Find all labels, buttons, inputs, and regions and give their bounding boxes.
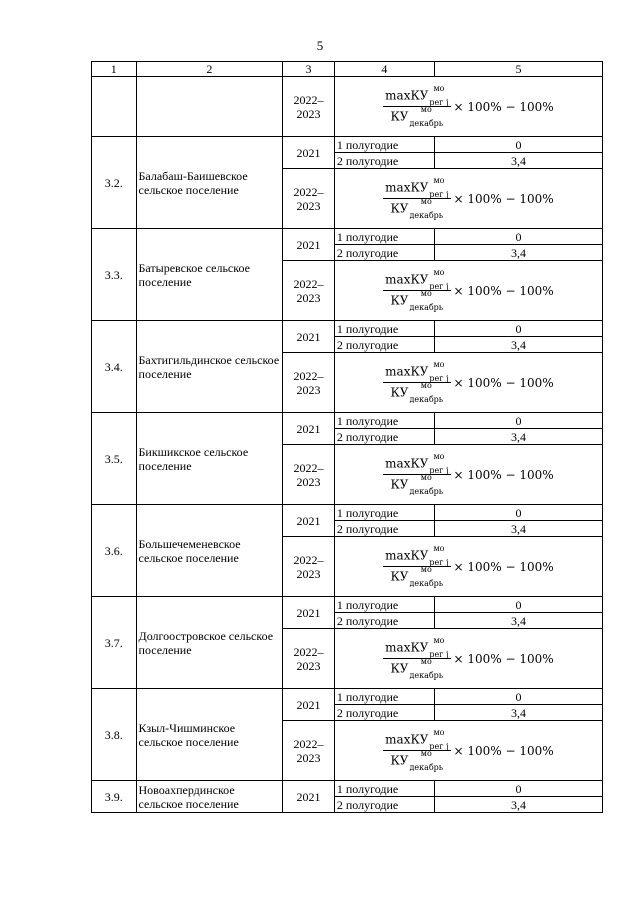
table-row bbox=[92, 137, 603, 153]
row-number: 3.8. bbox=[92, 689, 137, 781]
formula bbox=[383, 360, 554, 404]
formula-tail: × 100% − 100% bbox=[453, 283, 554, 298]
numerator-text: maxКУ bbox=[385, 88, 429, 103]
numerator-sup: мо bbox=[433, 636, 445, 645]
denominator-sub: декабрь bbox=[409, 395, 444, 404]
denominator-sub: декабрь bbox=[409, 763, 444, 772]
settlement-name: Кзыл-Чишминское сельское поселение bbox=[136, 689, 283, 781]
row-number: 3.5. bbox=[92, 413, 137, 505]
year-cell: 2021 bbox=[283, 137, 335, 169]
half-year-label: 2 полугодие bbox=[334, 245, 434, 261]
numerator-sup: мо bbox=[433, 360, 445, 369]
numerator-sub: рег j bbox=[429, 466, 449, 475]
formula-fraction bbox=[383, 544, 450, 588]
denominator-text: КУ bbox=[390, 569, 409, 584]
year-cell: 2021 bbox=[283, 413, 335, 445]
formula-tail: × 100% − 100% bbox=[453, 559, 554, 574]
numerator-indices bbox=[429, 544, 449, 567]
header-row bbox=[92, 62, 603, 77]
numerator-indices bbox=[429, 268, 449, 291]
formula-numerator bbox=[383, 452, 450, 475]
denominator-sup: мо bbox=[420, 565, 432, 574]
numerator-sub: рег j bbox=[429, 650, 449, 659]
half-year-value: 0 bbox=[435, 597, 603, 613]
settlement-name: Балабаш-Баишевское сельское поселение bbox=[136, 137, 283, 229]
numerator-sub: рег j bbox=[429, 98, 449, 107]
half-year-label: 1 полугодие bbox=[334, 137, 434, 153]
row-number: 3.6. bbox=[92, 505, 137, 597]
row-number: 3.3. bbox=[92, 229, 137, 321]
settlement-name: Бахтигильдинское сельское поселение bbox=[136, 321, 283, 413]
formula-denominator bbox=[388, 383, 445, 402]
formula-denominator bbox=[388, 291, 445, 310]
half-year-value: 3,4 bbox=[435, 153, 603, 169]
denominator-text: КУ bbox=[390, 109, 409, 124]
numerator-text: maxКУ bbox=[385, 732, 429, 747]
formula-numerator bbox=[383, 360, 450, 383]
half-year-value: 0 bbox=[435, 689, 603, 705]
half-year-label: 1 полугодие bbox=[334, 229, 434, 245]
formula-denominator bbox=[388, 107, 445, 126]
row-number: 3.9. bbox=[92, 781, 137, 813]
header-col-1: 1 bbox=[92, 62, 137, 77]
settlement-name bbox=[136, 77, 283, 137]
denominator-sub: декабрь bbox=[409, 303, 444, 312]
formula bbox=[383, 452, 554, 496]
denominator-text: КУ bbox=[390, 293, 409, 308]
table-row bbox=[92, 597, 603, 613]
formula-numerator bbox=[383, 636, 450, 659]
year-cell: 2021 bbox=[283, 321, 335, 353]
denominator-indices bbox=[409, 289, 444, 312]
formula-fraction bbox=[383, 360, 450, 404]
half-year-label: 2 полугодие bbox=[334, 337, 434, 353]
formula-cell bbox=[334, 353, 602, 413]
formula-cell bbox=[334, 629, 602, 689]
numerator-indices bbox=[429, 360, 449, 383]
half-year-value: 3,4 bbox=[435, 521, 603, 537]
numerator-sub: рег j bbox=[429, 558, 449, 567]
year-cell: 2022–2023 bbox=[283, 445, 335, 505]
formula-cell bbox=[334, 169, 602, 229]
table-row bbox=[92, 781, 603, 797]
half-year-label: 2 полугодие bbox=[334, 429, 434, 445]
numerator-sub: рег j bbox=[429, 742, 449, 751]
year-cell: 2021 bbox=[283, 689, 335, 721]
formula-tail: × 100% − 100% bbox=[453, 375, 554, 390]
formula-numerator bbox=[383, 544, 450, 567]
formula-cell bbox=[334, 537, 602, 597]
year-cell: 2022–2023 bbox=[283, 629, 335, 689]
numerator-text: maxКУ bbox=[385, 272, 429, 287]
half-year-value: 3,4 bbox=[435, 705, 603, 721]
numerator-indices bbox=[429, 728, 449, 751]
half-year-value: 0 bbox=[435, 781, 603, 797]
half-year-value: 3,4 bbox=[435, 429, 603, 445]
half-year-label: 1 полугодие bbox=[334, 781, 434, 797]
numerator-indices bbox=[429, 84, 449, 107]
formula bbox=[383, 636, 554, 680]
formula-numerator bbox=[383, 176, 450, 199]
numerator-sup: мо bbox=[433, 84, 445, 93]
formula bbox=[383, 84, 554, 128]
half-year-label: 2 полугодие bbox=[334, 797, 434, 813]
formula-fraction bbox=[383, 268, 450, 312]
denominator-indices bbox=[409, 473, 444, 496]
row-number: 3.4. bbox=[92, 321, 137, 413]
year-cell: 2022–2023 bbox=[283, 261, 335, 321]
denominator-sub: декабрь bbox=[409, 671, 444, 680]
formula-numerator bbox=[383, 728, 450, 751]
formula-tail: × 100% − 100% bbox=[453, 651, 554, 666]
formula-denominator bbox=[388, 199, 445, 218]
half-year-label: 1 полугодие bbox=[334, 321, 434, 337]
table-row bbox=[92, 229, 603, 245]
formula-numerator bbox=[383, 84, 450, 107]
formula-numerator bbox=[383, 268, 450, 291]
half-year-value: 0 bbox=[435, 229, 603, 245]
header-col-2: 2 bbox=[136, 62, 283, 77]
year-cell: 2021 bbox=[283, 229, 335, 261]
row-number bbox=[92, 77, 137, 137]
formula-tail: × 100% − 100% bbox=[453, 99, 554, 114]
row-number: 3.2. bbox=[92, 137, 137, 229]
half-year-value: 0 bbox=[435, 137, 603, 153]
formula bbox=[383, 176, 554, 220]
numerator-indices bbox=[429, 636, 449, 659]
denominator-sup: мо bbox=[420, 749, 432, 758]
denominator-sup: мо bbox=[420, 289, 432, 298]
table-row bbox=[92, 77, 603, 137]
half-year-value: 3,4 bbox=[435, 245, 603, 261]
numerator-text: maxКУ bbox=[385, 548, 429, 563]
half-year-label: 1 полугодие bbox=[334, 413, 434, 429]
half-year-label: 1 полугодие bbox=[334, 597, 434, 613]
formula bbox=[383, 544, 554, 588]
formula-cell bbox=[334, 721, 602, 781]
numerator-sub: рег j bbox=[429, 282, 449, 291]
year-cell: 2021 bbox=[283, 597, 335, 629]
denominator-sup: мо bbox=[420, 381, 432, 390]
formula-tail: × 100% − 100% bbox=[453, 467, 554, 482]
year-cell: 2022–2023 bbox=[283, 721, 335, 781]
formula-denominator bbox=[388, 751, 445, 770]
half-year-value: 0 bbox=[435, 321, 603, 337]
formula-fraction bbox=[383, 452, 450, 496]
table-row bbox=[92, 413, 603, 429]
header-col-3: 3 bbox=[283, 62, 335, 77]
numerator-indices bbox=[429, 452, 449, 475]
page-number: 5 bbox=[316, 38, 324, 53]
numerator-sub: рег j bbox=[429, 190, 449, 199]
half-year-label: 1 полугодие bbox=[334, 505, 434, 521]
numerator-sup: мо bbox=[433, 268, 445, 277]
table-row bbox=[92, 321, 603, 337]
denominator-indices bbox=[409, 381, 444, 404]
year-cell: 2022–2023 bbox=[283, 537, 335, 597]
settlement-name: Батыревское сельское поселение bbox=[136, 229, 283, 321]
formula-fraction bbox=[383, 636, 450, 680]
numerator-sup: мо bbox=[433, 176, 445, 185]
formula-fraction bbox=[383, 728, 450, 772]
formula-denominator bbox=[388, 475, 445, 494]
half-year-value: 0 bbox=[435, 505, 603, 521]
formula-cell bbox=[334, 445, 602, 505]
formula-tail: × 100% − 100% bbox=[453, 191, 554, 206]
half-year-value: 3,4 bbox=[435, 613, 603, 629]
half-year-label: 2 полугодие bbox=[334, 153, 434, 169]
denominator-sup: мо bbox=[420, 105, 432, 114]
denominator-indices bbox=[409, 749, 444, 772]
settlement-name: Долгоостровское сельское поселение bbox=[136, 597, 283, 689]
numerator-indices bbox=[429, 176, 449, 199]
numerator-sup: мо bbox=[433, 728, 445, 737]
numerator-text: maxКУ bbox=[385, 364, 429, 379]
row-number: 3.7. bbox=[92, 597, 137, 689]
denominator-indices bbox=[409, 657, 444, 680]
settlement-name: Большечеменевское сельское поселение bbox=[136, 505, 283, 597]
denominator-sup: мо bbox=[420, 197, 432, 206]
formula-fraction bbox=[383, 84, 450, 128]
denominator-text: КУ bbox=[390, 661, 409, 676]
denominator-sub: декабрь bbox=[409, 487, 444, 496]
settlement-name: Бикшикское сельское поселение bbox=[136, 413, 283, 505]
formula-cell bbox=[334, 261, 602, 321]
denominator-sup: мо bbox=[420, 473, 432, 482]
half-year-value: 3,4 bbox=[435, 797, 603, 813]
denominator-sub: декабрь bbox=[409, 119, 444, 128]
formula-denominator bbox=[388, 567, 445, 586]
denominator-text: КУ bbox=[390, 201, 409, 216]
year-cell: 2021 bbox=[283, 781, 335, 813]
numerator-text: maxКУ bbox=[385, 640, 429, 655]
formula-denominator bbox=[388, 659, 445, 678]
denominator-sup: мо bbox=[420, 657, 432, 666]
formula-fraction bbox=[383, 176, 450, 220]
year-cell: 2021 bbox=[283, 505, 335, 537]
table-row bbox=[92, 505, 603, 521]
half-year-value: 3,4 bbox=[435, 337, 603, 353]
denominator-text: КУ bbox=[390, 477, 409, 492]
settlement-name: Новоахпердинское сельское поселение bbox=[136, 781, 283, 813]
formula bbox=[383, 728, 554, 772]
numerator-sub: рег j bbox=[429, 374, 449, 383]
header-col-5: 5 bbox=[435, 62, 603, 77]
year-cell: 2022–2023 bbox=[283, 77, 335, 137]
denominator-indices bbox=[409, 565, 444, 588]
numerator-text: maxКУ bbox=[385, 180, 429, 195]
half-year-label: 2 полугодие bbox=[334, 613, 434, 629]
numerator-sup: мо bbox=[433, 544, 445, 553]
formula bbox=[383, 268, 554, 312]
table-row bbox=[92, 689, 603, 705]
denominator-indices bbox=[409, 197, 444, 220]
half-year-label: 1 полугодие bbox=[334, 689, 434, 705]
header-col-4: 4 bbox=[334, 62, 434, 77]
denominator-indices bbox=[409, 105, 444, 128]
half-year-label: 2 полугодие bbox=[334, 521, 434, 537]
data-table bbox=[91, 61, 603, 813]
year-cell: 2022–2023 bbox=[283, 353, 335, 413]
formula-tail: × 100% − 100% bbox=[453, 743, 554, 758]
year-cell: 2022–2023 bbox=[283, 169, 335, 229]
numerator-sup: мо bbox=[433, 452, 445, 461]
numerator-text: maxКУ bbox=[385, 456, 429, 471]
formula-cell bbox=[334, 77, 602, 137]
denominator-text: КУ bbox=[390, 385, 409, 400]
denominator-sub: декабрь bbox=[409, 211, 444, 220]
denominator-sub: декабрь bbox=[409, 579, 444, 588]
half-year-value: 0 bbox=[435, 413, 603, 429]
denominator-text: КУ bbox=[390, 753, 409, 768]
half-year-label: 2 полугодие bbox=[334, 705, 434, 721]
